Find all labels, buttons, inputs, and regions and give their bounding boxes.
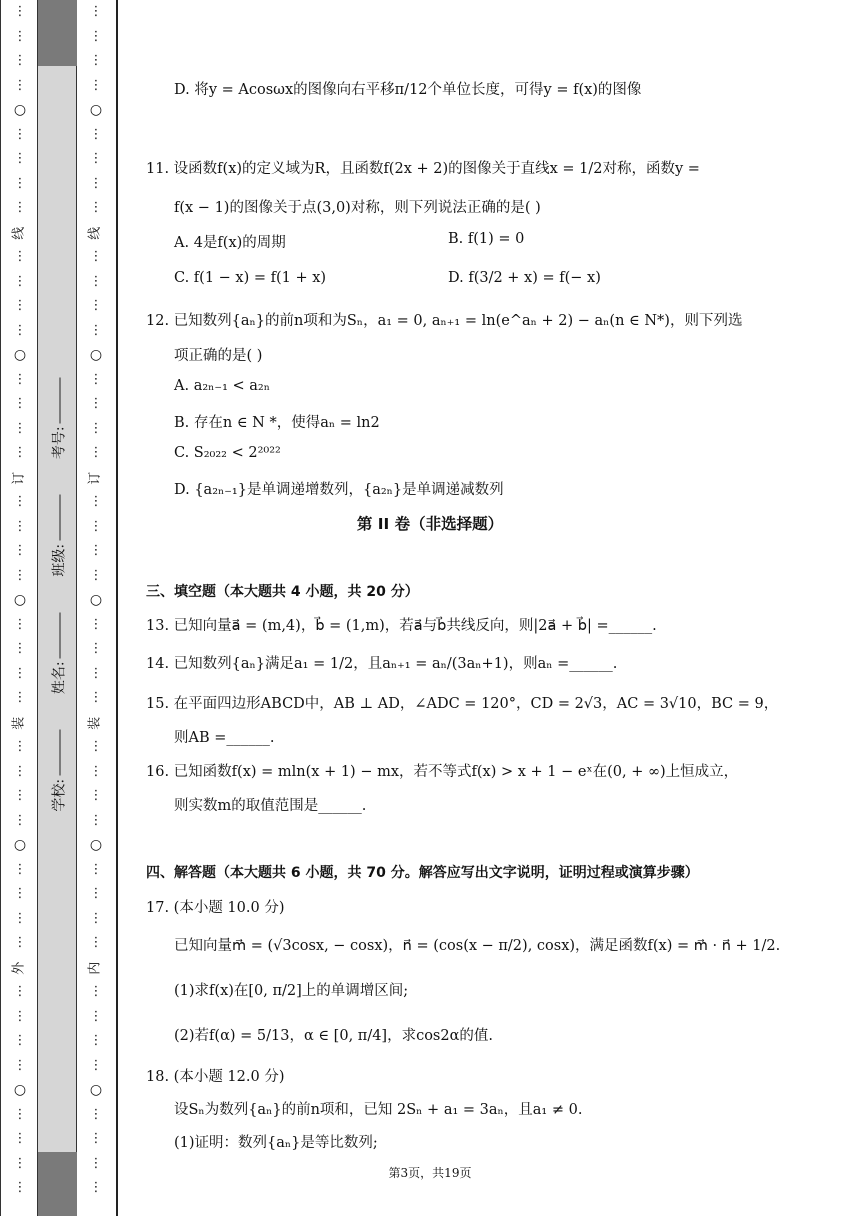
- seal-circle-mark: ○: [13, 347, 27, 363]
- seal-dots: ⋮: [89, 200, 103, 215]
- seal-dots: ⋮: [89, 4, 103, 19]
- seal-dots: ⋮: [89, 567, 103, 583]
- seal-dots: ⋮: [89, 396, 103, 411]
- seal-dots: ⋮: [13, 641, 27, 656]
- q16-line1: 16. 已知函数f(x) = mln(x + 1) − mx，若不等式f(x) > x + 1 − eˣ在(0, + ∞)上恒成立，: [146, 764, 739, 780]
- seal-dots: ⋮: [89, 371, 103, 387]
- seal-dots: ⋮: [89, 249, 103, 264]
- seal-dots: ⋮: [89, 665, 103, 681]
- seal-circle-mark: ○: [89, 347, 103, 363]
- seal-dots: ⋮: [13, 4, 27, 19]
- seal-circle-mark: ○: [89, 1082, 103, 1098]
- q15-line2: 则AB =______.: [174, 730, 275, 746]
- seal-dots: ⋮: [13, 665, 27, 681]
- seal-dots: ⋮: [13, 616, 27, 632]
- seal-circle-mark: ○: [13, 102, 27, 118]
- seal-dots: ⋮: [89, 690, 103, 705]
- q10-option-d: D. 将y = Acosωx的图像向右平移π/12个单位长度，可得y = f(x)的图像: [174, 82, 642, 98]
- page-footer: 第3页，共19页: [388, 1166, 472, 1180]
- seal-dots: ⋮: [13, 494, 27, 509]
- q13: 13. 已知向量a⃗ = (m,4)，b⃗ = (1,m)，若a⃗与b⃗共线反向，则|2a⃗ + b⃗| =______.: [146, 618, 657, 634]
- seal-dots: ⋮: [89, 763, 103, 779]
- q18-part1: (1)证明：数列{aₙ}是等比数列;: [174, 1135, 378, 1151]
- seal-dots: ⋮: [89, 910, 103, 926]
- q11-stem-line1: 11. 设函数f(x)的定义域为R，且函数f(2x + 2)的图像关于直线x = 1/2对称，函数y =: [146, 161, 700, 177]
- seal-dots: ⋮: [89, 861, 103, 877]
- seal-dots: ⋮: [13, 77, 27, 93]
- seal-dots: ⋮: [13, 151, 27, 166]
- q12-option-c: C. S₂₀₂₂ < 2²⁰²²: [174, 445, 281, 461]
- seal-dots: ⋮: [13, 1131, 27, 1146]
- seal-dots: ⋮: [89, 1180, 103, 1195]
- seal-dots: ⋮: [89, 126, 103, 142]
- seal-dots: ⋮: [89, 273, 103, 289]
- seal-dots: ⋮: [13, 396, 27, 411]
- inner-seal-word: 装: [87, 716, 103, 730]
- q12-stem-line1: 12. 已知数列{aₙ}的前n项和为Sₙ，a₁ = 0, aₙ₊₁ = ln(e^aₙ + 2) − aₙ(n ∈ N*)，则下列选: [146, 313, 743, 329]
- q17-heading: 17. (本小题 10.0 分): [146, 900, 285, 916]
- section3-heading: 三、填空题（本大题共 4 小题，共 20 分）: [146, 584, 419, 600]
- seal-dots: ⋮: [89, 984, 103, 999]
- seal-dots: ⋮: [13, 1033, 27, 1048]
- seal-dots: ⋮: [89, 298, 103, 313]
- seal-dots: ⋮: [89, 616, 103, 632]
- seal-dots: ⋮: [89, 518, 103, 534]
- seal-circle-mark: ○: [89, 102, 103, 118]
- seal-dots: ⋮: [89, 322, 103, 338]
- q11-option-c: C. f(1 − x) = f(1 + x): [174, 270, 327, 286]
- seal-dots: ⋮: [89, 494, 103, 509]
- q12-option-a: A. a₂ₙ₋₁ < a₂ₙ: [174, 378, 270, 394]
- seal-dots: ⋮: [89, 886, 103, 901]
- q15-line1: 15. 在平面四边形ABCD中，AB ⊥ AD，∠ADC = 120°，CD = 2√3，AC = 3√10，BC = 9，: [146, 696, 779, 712]
- seal-dots: ⋮: [89, 77, 103, 93]
- q12-option-d: D. {a₂ₙ₋₁}是单调递增数列，{a₂ₙ}是单调递减数列: [174, 482, 504, 498]
- seal-dots: ⋮: [89, 935, 103, 950]
- seal-dots: ⋮: [89, 788, 103, 803]
- outer-seal-word: 装: [11, 716, 27, 730]
- seal-circle-mark: ○: [13, 1082, 27, 1098]
- seal-dots: ⋮: [13, 28, 27, 44]
- q17-part2: (2)若f(α) = 5/13，α ∈ [0, π/4]，求cos2α的值.: [174, 1028, 493, 1044]
- inner-seal-word: 线: [87, 226, 103, 240]
- seal-dots: ⋮: [89, 1106, 103, 1122]
- q11-option-b: B. f(1) = 0: [448, 231, 525, 247]
- exam-number-field: 考号:: [48, 377, 68, 459]
- q14: 14. 已知数列{aₙ}满足a₁ = 1/2，且aₙ₊₁ = aₙ/(3aₙ+1)，则aₙ =______.: [146, 656, 618, 672]
- seal-dots: ⋮: [89, 1057, 103, 1073]
- school-field: 学校:: [48, 730, 68, 812]
- seal-dots: ⋮: [13, 371, 27, 387]
- section4-heading: 四、解答题（本大题共 6 小题，共 70 分。解答应写出文字说明，证明过程或演算步骤）: [146, 865, 699, 881]
- seal-circle-mark: ○: [89, 592, 103, 608]
- seal-dots: ⋮: [89, 739, 103, 754]
- seal-dots: ⋮: [13, 518, 27, 534]
- seal-dots: ⋮: [89, 53, 103, 68]
- seal-dots: ⋮: [89, 1008, 103, 1024]
- q18-stem: 设Sₙ为数列{aₙ}的前n项和，已知 2Sₙ + a₁ = 3aₙ，且a₁ ≠ 0.: [174, 1102, 583, 1118]
- seal-dots: ⋮: [89, 151, 103, 166]
- q11-stem-line2: f(x − 1)的图像关于点(3,0)对称，则下列说法正确的是( ): [174, 200, 541, 216]
- outer-seal-word: 线: [11, 226, 27, 240]
- seal-dots: ⋮: [13, 543, 27, 558]
- outer-seal-word: 外: [11, 961, 27, 975]
- seal-dots: ⋮: [13, 788, 27, 803]
- seal-dots: ⋮: [13, 567, 27, 583]
- class-field: 班级:: [48, 495, 68, 577]
- seal-dots: ⋮: [13, 322, 27, 338]
- seal-dots: ⋮: [13, 273, 27, 289]
- seal-dots: ⋮: [89, 1033, 103, 1048]
- seal-circle-mark: ○: [89, 837, 103, 853]
- seal-dots: ⋮: [13, 175, 27, 191]
- seal-dots: ⋮: [13, 1008, 27, 1024]
- seal-dots: ⋮: [13, 886, 27, 901]
- seal-dots: ⋮: [13, 910, 27, 926]
- seal-dots: ⋮: [13, 420, 27, 436]
- q17-stem: 已知向量m⃗ = (√3cosx, − cosx)，n⃗ = (cos(x − π/2), cosx)，满足函数f(x) = m⃗ · n⃗ + 1/2.: [174, 938, 781, 954]
- seal-dots: ⋮: [13, 249, 27, 264]
- seal-circle-mark: ○: [13, 837, 27, 853]
- seal-dots: ⋮: [13, 812, 27, 828]
- seal-dots: ⋮: [13, 200, 27, 215]
- outer-seal-word: 订: [11, 471, 27, 485]
- inner-seal-word: 订: [87, 471, 103, 485]
- q16-line2: 则实数m的取值范围是______.: [174, 798, 367, 814]
- seal-circle-mark: ○: [13, 592, 27, 608]
- q11-option-a: A. 4是f(x)的周期: [174, 235, 286, 251]
- seal-dots: ⋮: [89, 420, 103, 436]
- seal-dots: ⋮: [89, 1155, 103, 1171]
- inner-seal-word: 内: [87, 961, 103, 975]
- seal-dots: ⋮: [13, 1155, 27, 1171]
- seal-dots: ⋮: [89, 812, 103, 828]
- q12-option-b: B. 存在n ∈ N *，使得aₙ = ln2: [174, 415, 380, 431]
- seal-dots: ⋮: [89, 641, 103, 656]
- part2-title: 第 II 卷（非选择题）: [356, 515, 504, 533]
- seal-dots: ⋮: [13, 1106, 27, 1122]
- seal-dots: ⋮: [13, 1180, 27, 1195]
- seal-dots: ⋮: [89, 543, 103, 558]
- seal-dots: ⋮: [13, 53, 27, 68]
- seal-dots: ⋮: [89, 175, 103, 191]
- seal-dots: ⋮: [13, 126, 27, 142]
- seal-dots: ⋮: [13, 739, 27, 754]
- seal-dots: ⋮: [13, 445, 27, 460]
- seal-dots: ⋮: [13, 935, 27, 950]
- seal-dots: ⋮: [13, 763, 27, 779]
- seal-dots: ⋮: [13, 984, 27, 999]
- q11-option-d: D. f(3/2 + x) = f(− x): [448, 270, 601, 286]
- seal-dots: ⋮: [89, 445, 103, 460]
- seal-dots: ⋮: [89, 28, 103, 44]
- seal-dots: ⋮: [13, 861, 27, 877]
- seal-dots: ⋮: [13, 298, 27, 313]
- q18-heading: 18. (本小题 12.0 分): [146, 1069, 285, 1085]
- name-field: 姓名:: [48, 612, 68, 694]
- seal-dots: ⋮: [89, 1131, 103, 1146]
- q12-stem-line2: 项正确的是( ): [174, 348, 263, 364]
- seal-dots: ⋮: [13, 1057, 27, 1073]
- seal-dots: ⋮: [13, 690, 27, 705]
- q17-part1: (1)求f(x)在[0, π/2]上的单调增区间;: [174, 983, 409, 999]
